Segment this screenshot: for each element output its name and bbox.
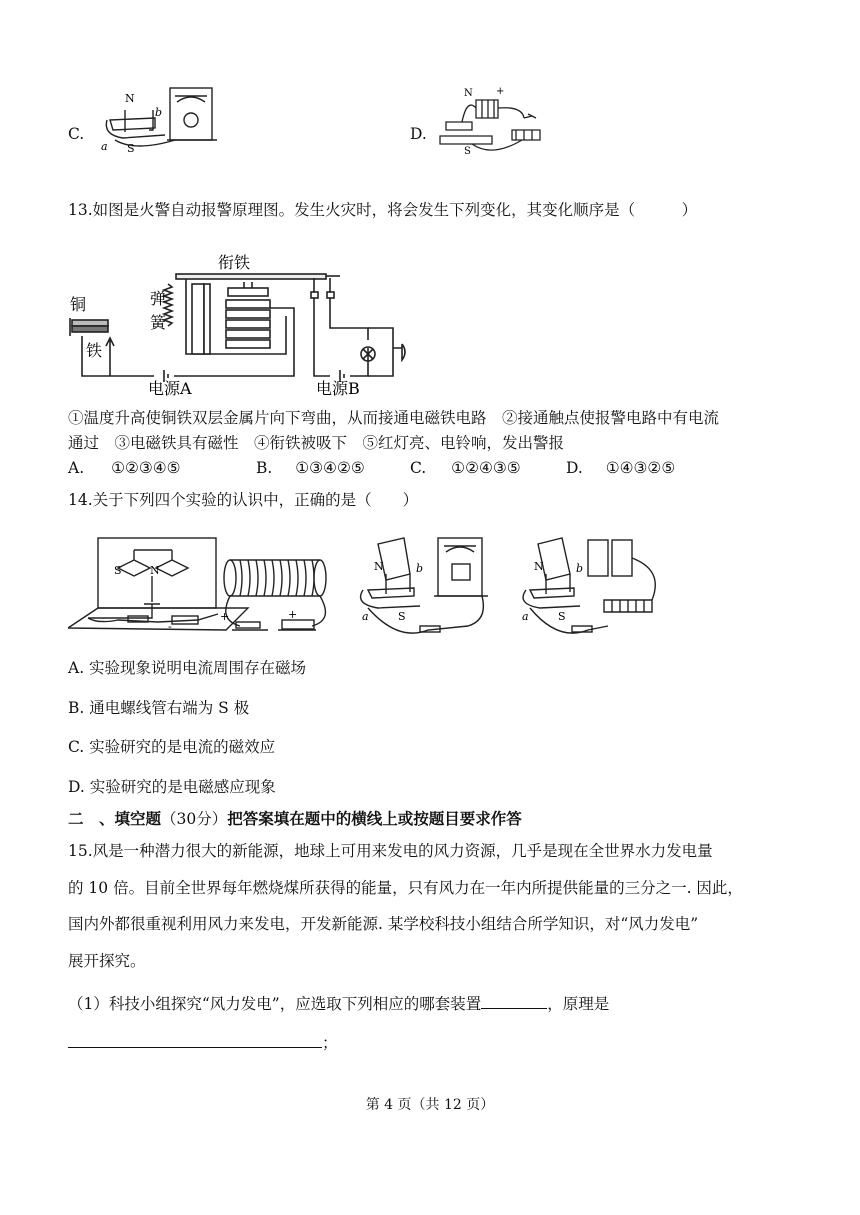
q14-option-d[interactable]: D. 实验研究的是电磁感应现象 (68, 778, 276, 796)
fig2-plus: + (288, 608, 298, 621)
label-armature: 衔铁 (218, 253, 251, 272)
label-power-b: 电源B (316, 379, 360, 396)
q15-sub1-principle: ，原理是 (547, 995, 610, 1013)
fig-c-b: b (155, 106, 163, 119)
q13-option-c-label: C. (410, 459, 427, 477)
q15-principle-answer-blank[interactable] (68, 1033, 322, 1048)
q13-option-b-text: ①③④②⑤ (295, 459, 365, 477)
q13-option-c-text: ①②④③⑤ (451, 459, 521, 477)
q13-option-c[interactable] (410, 457, 521, 479)
fig4-n: N (534, 560, 544, 573)
q15-line1: 15.风是一种潜力很大的新能源，地球上可用来发电的风力资源，几乎是现在全世界水力发电量 (68, 842, 713, 860)
fig1-minus: - (168, 620, 172, 633)
q15-principle-line (68, 1032, 338, 1054)
label-spring-2: 簧 (150, 313, 167, 332)
q13-option-b[interactable] (256, 457, 365, 479)
q13-option-d[interactable] (566, 457, 675, 479)
q13-option-d-text: ①④③②⑤ (605, 459, 676, 477)
fig3-s: S (398, 610, 406, 623)
fig-d-s: S (464, 146, 471, 156)
q13-option-b-label: B. (256, 459, 273, 477)
fig4-a: a (522, 610, 529, 623)
q14-option-b[interactable]: B. 通电螺线管右端为 S 极 (68, 699, 250, 717)
label-spring-1: 弹 (150, 289, 167, 308)
q12-figure-c (95, 80, 230, 155)
section2-heading: 二 、填空题 (68, 809, 162, 828)
q13-option-a-label: A. (68, 459, 85, 477)
section2-heading-line (68, 808, 522, 830)
fig3-a: a (362, 610, 369, 623)
q13-option-a[interactable] (68, 457, 181, 479)
q12-figure-d (432, 78, 552, 156)
q14-option-a[interactable]: A. 实验现象说明电流周围存在磁场 (68, 659, 307, 677)
label-copper: 铜 (70, 295, 87, 314)
fig-d-n: N (464, 88, 473, 99)
q14-stem: 14.关于下列四个实验的认识中，正确的是（ ） (68, 491, 419, 509)
label-power-a: 电源A (148, 379, 192, 396)
q14-option-c[interactable]: C. 实验研究的是电流的磁效应 (68, 738, 276, 756)
fig-c-a: a (101, 140, 108, 153)
fig1-n: N (150, 564, 160, 577)
q13-alarm-circuit-figure (68, 248, 408, 396)
fig3-n: N (374, 560, 384, 573)
q15-line3: 国内外都很重视利用风力来发电，开发新能源. 某学校科技小组结合所学知识，对“风力发电” (68, 915, 699, 933)
q13-steps-line1: ①温度升高使铜铁双层金属片向下弯曲，从而接通电磁铁电路 ②接通触点使报警电路中有电流 (68, 409, 720, 427)
q15-line2: 的 10 倍。目前全世界每年燃烧煤所获得的能量，只有风力在一年内所提供能量的三分之一. 因此， (68, 879, 743, 897)
section2-score: （30分） (161, 810, 228, 828)
q13-option-a-text: ①②③④⑤ (111, 459, 181, 477)
q15-line4: 展开探究。 (68, 952, 146, 970)
fig3-b: b (416, 562, 424, 575)
fig1-s: S (114, 564, 122, 577)
fig1-plus: + (220, 610, 230, 623)
q15-sub1 (68, 993, 609, 1015)
fig-c-s: S (127, 142, 135, 155)
section2-instruction: 把答案填在题中的横线上或按题目要求作答 (227, 809, 522, 828)
fig-c-n: N (125, 92, 135, 105)
option-c-label: C. (68, 125, 85, 143)
q14-four-experiments-figure (68, 530, 668, 642)
page-footer: 第 4 页（共 12 页） (365, 1097, 495, 1113)
label-iron: 铁 (86, 341, 103, 360)
q15-sub1-prompt: （1）科技小组探究“风力发电”，应选取下列相应的哪套装置 (68, 995, 482, 1013)
fig-d-plus: + (496, 86, 505, 97)
q13-steps-line2: 通过 ③电磁铁具有磁性 ④衔铁被吸下 ⑤红灯亮、电铃响，发出警报 (68, 434, 565, 452)
option-d-label: D. (410, 125, 427, 143)
fig4-s: S (558, 610, 566, 623)
q15-device-answer-blank[interactable] (481, 994, 547, 1009)
q13-stem: 13.如图是火警自动报警原理图。发生火灾时，将会发生下列变化，其变化顺序是（ ） (68, 201, 698, 219)
q15-sub1-end: ； (322, 1034, 338, 1052)
q13-option-d-label: D. (566, 459, 583, 477)
fig4-b: b (576, 562, 584, 575)
